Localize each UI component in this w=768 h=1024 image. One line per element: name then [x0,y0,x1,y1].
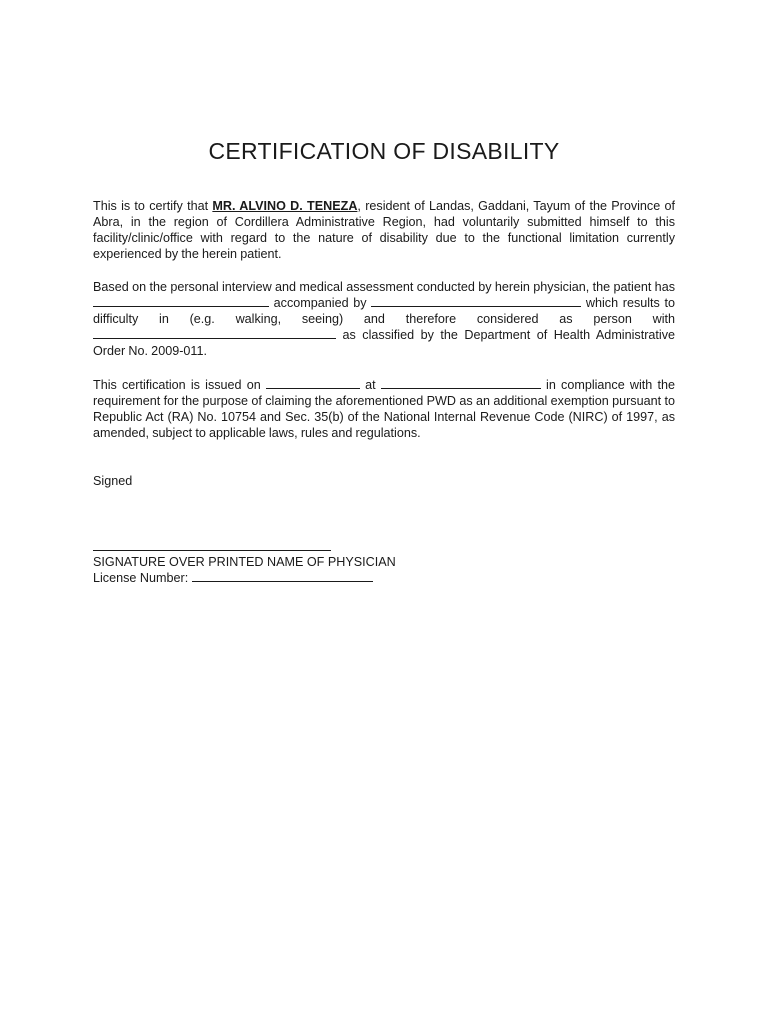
signature-caption: SIGNATURE OVER PRINTED NAME OF PHYSICIAN [93,555,396,569]
accompanied-by-blank[interactable] [371,295,581,307]
certification-body: , resident of Landas, Gaddani, Tayum of the Province of Abra, in the region of Cordillera Administrative Region, had voluntarily submitted himself to this facility/clinic/office with regard to the nature of disability due to the functional limitation currently experienced by the herein patient. [93,199,676,262]
disability-classification-blank[interactable] [93,327,336,339]
certification-intro: This is to certify that [93,199,213,213]
issuance-text-2: at [359,378,381,392]
issuance-text-3: in compliance with the requirement for the purpose of claiming the aforementioned PWD as an additional exemption pursuant to Republic Act (RA) No. 10754 and Sec. 35(b) of the National Internal Revenue Code (NIRC) of 1997, as amended, subject to applicable laws, rules and regulations. [93,378,676,441]
issue-date-blank[interactable] [266,377,360,389]
issuance-paragraph [93,377,675,441]
license-number-blank[interactable] [192,570,373,582]
patient-name: MR. ALVINO D. TENEZA [212,199,358,213]
assessment-text-4: as classified by the Department of Health Administrative Order No. 2009-011. [93,328,675,359]
assessment-text-2: accompanied by [269,296,372,311]
condition-blank[interactable] [93,295,269,307]
issue-place-blank[interactable] [381,377,541,389]
certification-paragraph [93,198,675,262]
assessment-text-3: which results to difficulty in (e.g. walking, seeing) and therefore considered as person with [93,296,676,327]
document-title: CERTIFICATION OF DISABILITY [208,138,560,164]
assessment-paragraph [93,279,675,359]
license-number-row [93,570,373,586]
license-number-label: License Number: [93,571,192,585]
issuance-text-1: This certification is issued on [93,378,266,392]
signature-line[interactable] [93,550,331,551]
signed-label: Signed [93,474,133,488]
assessment-text-1: Based on the personal interview and medical assessment conducted by herein physician, the patient has [93,280,675,294]
certificate-page [93,0,675,1024]
